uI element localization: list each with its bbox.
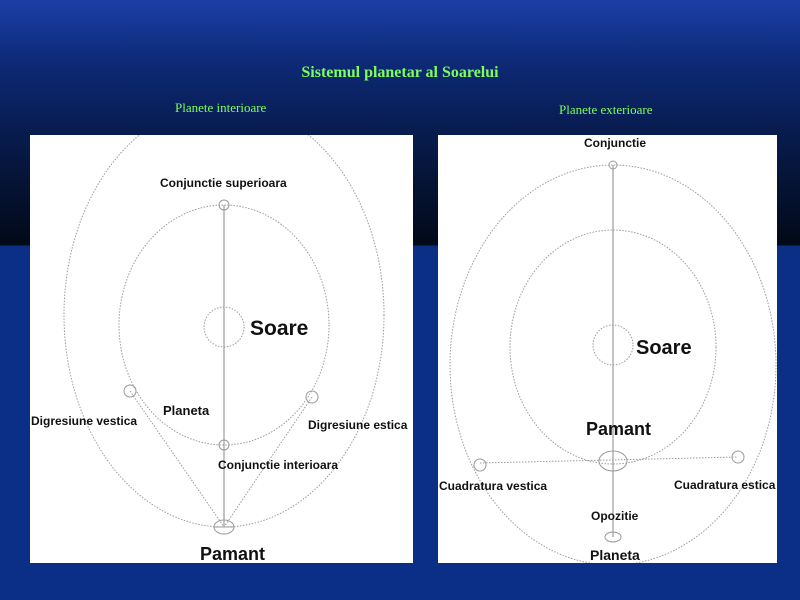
label-opposition: Opozitie: [591, 509, 639, 523]
inner-planets-diagram: [30, 135, 413, 563]
right-panel-heading: Planete exterioare: [559, 102, 653, 117]
label-earth: Pamant: [200, 544, 266, 563]
label-sun: Soare: [250, 317, 309, 340]
inner-planets-svg: [30, 135, 413, 563]
label-west-quadrature: Cuadratura vestica: [439, 479, 548, 493]
slide-title: Sistemul planetar al Soarelui: [301, 64, 499, 81]
label-west-digression: Digresiune vestica: [31, 414, 138, 428]
label-east-quadrature: Cuadratura estica: [674, 478, 776, 492]
label-planet: Planeta: [590, 547, 640, 563]
label-east-digression: Digresiune estica: [308, 418, 408, 432]
label-inferior-conjunction: Conjunctie interioara: [218, 458, 339, 472]
outer-planets-svg: [438, 135, 777, 563]
label-conjunction: Conjunctie: [584, 136, 646, 150]
label-sun: Soare: [636, 337, 692, 359]
outer-planets-diagram: [438, 135, 777, 563]
label-earth: Pamant: [586, 419, 652, 439]
west-quadrature-marker: [474, 459, 486, 471]
left-panel-heading: Planete interioare: [175, 100, 267, 115]
label-superior-conjunction: Conjunctie superioara: [160, 176, 287, 190]
quadrature-line: [480, 457, 738, 463]
label-planet: Planeta: [163, 403, 210, 418]
